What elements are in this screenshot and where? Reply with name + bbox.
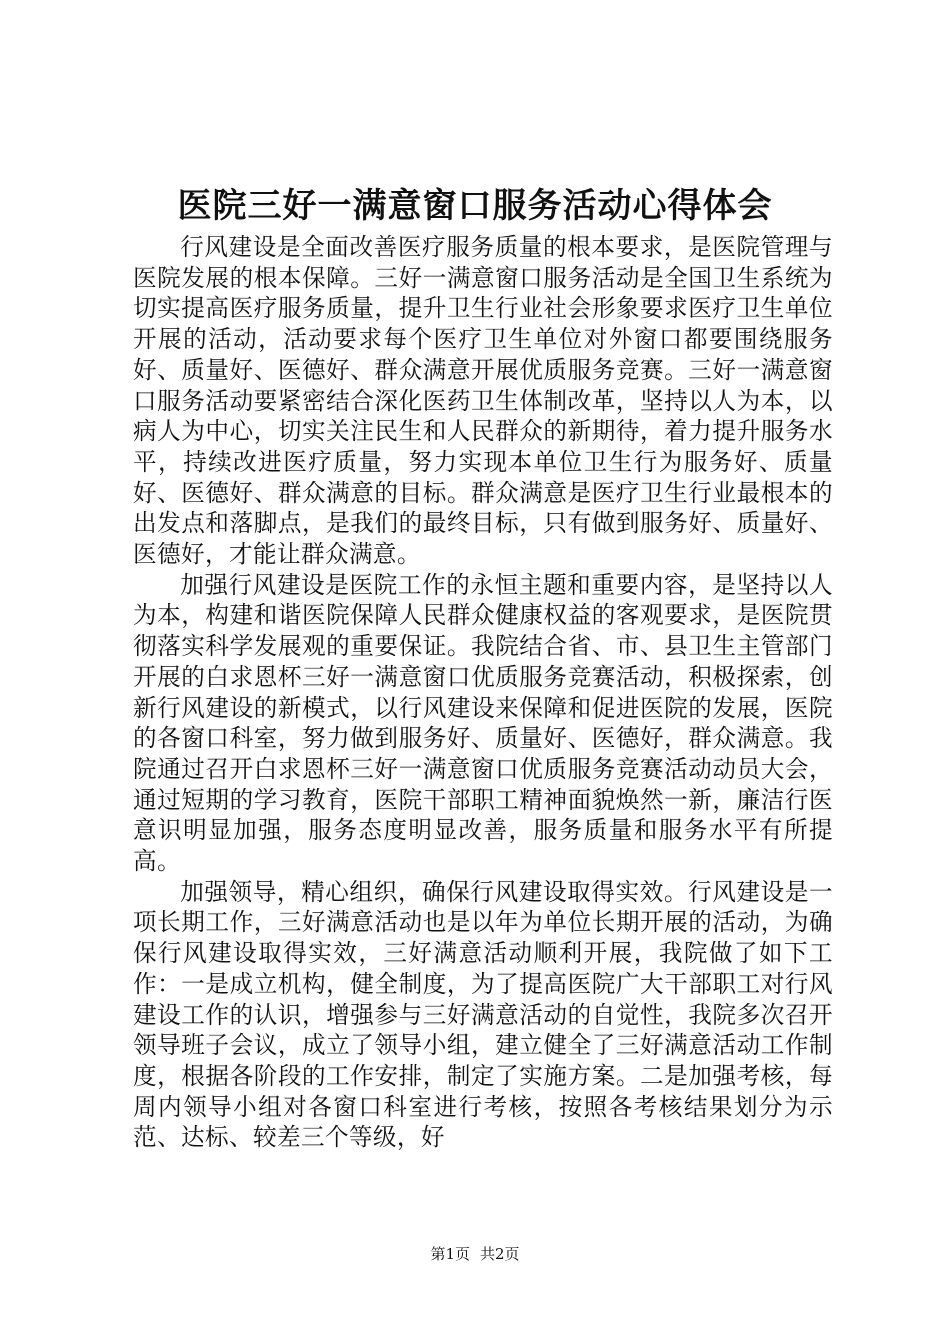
page-number-total: 共2页 xyxy=(480,1245,520,1263)
body-paragraph-2: 加强行风建设是医院工作的永恒主题和重要内容，是坚持以人为本，构建和谐医院保障人民群众健康权益的客观要求，是医院贯彻落实科学发展观的重要保证。我院结合省、市、县卫生主管部门开展的白求恩杯三好一满意窗口优质服务竞赛活动，积极探索，创新行风建设的新模式，以行风建设来保障和促进医院的发展，医院的各窗口科室，努力做到服务好、质量好、医德好，群众满意。我院通过召开白求恩杯三好一满意窗口优质服务竞赛活动动员大会，通过短期的学习教育，医院干部职工精神面貌焕然一新，廉洁行医意识明显加强，服务态度明显改善，服务质量和服务水平有所提高。 xyxy=(133,570,833,876)
page-footer xyxy=(0,1244,950,1264)
document-body xyxy=(133,232,833,1153)
document-title: 医院三好一满意窗口服务活动心得体会 xyxy=(177,186,773,226)
body-paragraph-1: 行风建设是全面改善医疗服务质量的根本要求，是医院管理与医院发展的根本保障。三好一满意窗口服务活动是全国卫生系统为切实提高医疗服务质量，提升卫生行业社会形象要求医疗卫生单位开展的活动，活动要求每个医疗卫生单位对外窗口都要围绕服务好、质量好、医德好、群众满意开展优质服务竞赛。三好一满意窗口服务活动要紧密结合深化医药卫生体制改革，坚持以人为本，以病人为中心，切实关注民生和人民群众的新期待，着力提升服务水平，持续改进医疗质量，努力实现本单位卫生行为服务好、质量好、医德好、群众满意的目标。群众满意是医疗卫生行业最根本的出发点和落脚点，是我们的最终目标，只有做到服务好、质量好、医德好，才能让群众满意。 xyxy=(133,233,833,569)
body-paragraph-3: 加强领导，精心组织，确保行风建设取得实效。行风建设是一项长期工作，三好满意活动也是以年为单位长期开展的活动，为确保行风建设取得实效，三好满意活动顺利开展，我院做了如下工作：一是成立机构，健全制度，为了提高医院广大干部职工对行风建设工作的认识，增强参与三好满意活动的自觉性，我院多次召开领导班子会议，成立了领导小组，建立健全了三好满意活动工作制度，根据各阶段的工作安排，制定了实施方案。二是加强考核，每周内领导小组对各窗口科室进行考核，按照各考核结果划分为示范、达标、较差三个等级，好 xyxy=(133,877,833,1152)
page-number-current: 第1页 xyxy=(430,1245,470,1263)
